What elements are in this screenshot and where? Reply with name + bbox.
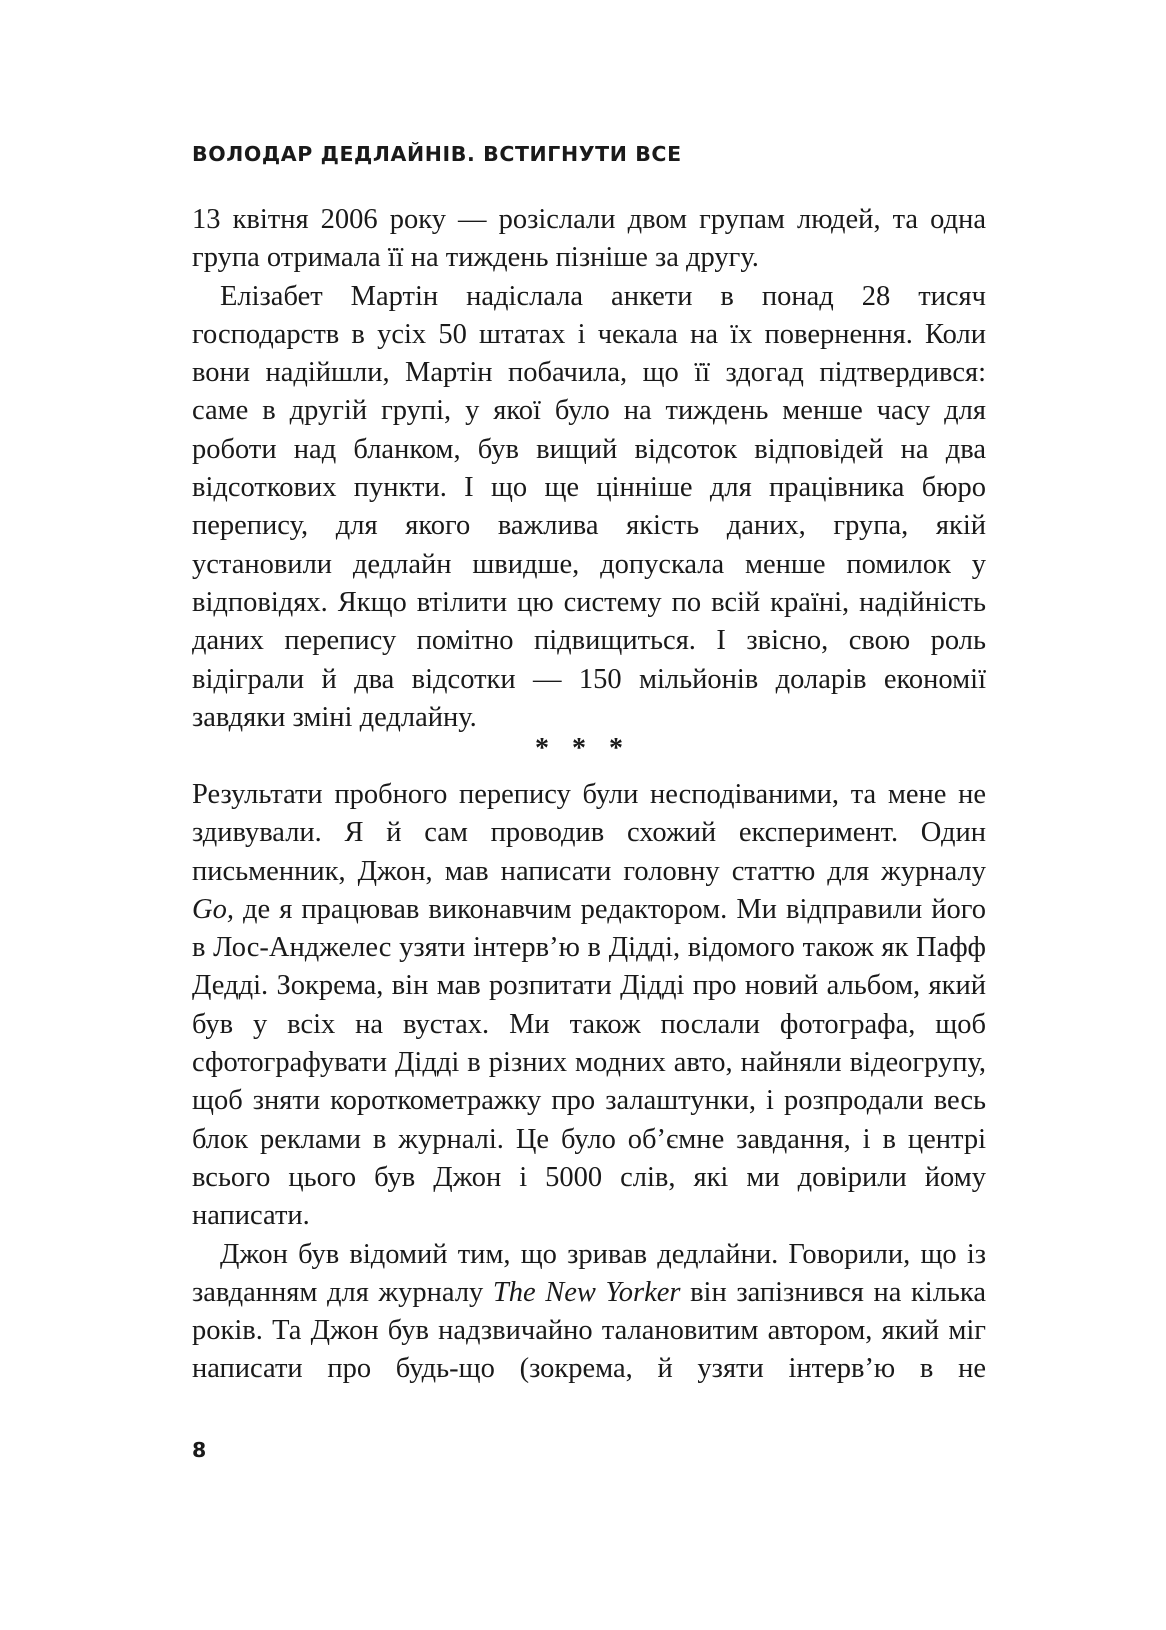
page-number: 8: [192, 1438, 207, 1462]
paragraph-martin-census: Елізабет Мартін надіслала анкети в понад 28 тисяч господарств в усіх 50 штатах і чекала на їх повернення. Коли вони надійшли, Мартін побачила, що її здогад підтвердився: саме в другій групі, у якої було на тиждень менше часу для роботи над бланком, був вищий відсоток відповідей на два відсоткових пункти. І що ще цінніше для працівника бюро перепису, для якого важлива якість даних, група, якій установили дедлайн швидше, допускала менше помилок у відповідях. Якщо втілити цю систему по всій країні, надійність даних перепису помітно підвищиться. І звісно, свою роль відіграли й два відсотки — 150 мільйонів доларів економії завдяки зміні дедлайну.: [192, 280, 986, 733]
paragraph-trial-census-results: [192, 776, 986, 1236]
paragraph-continued: 13 квітня 2006 року — розіслали двом групам людей, та одна група отримала її на тиждень пізніше за другу.: [192, 204, 986, 274]
running-head: ВОЛОДАР ДЕДЛАЙНІВ. ВСТИГНУТИ ВСЕ: [192, 142, 682, 166]
text-block-top: [192, 201, 986, 737]
text-block-bottom: [192, 776, 986, 1389]
magazine-title-new-yorker: The New Yorker: [492, 1276, 681, 1308]
paragraph-text: він запізнився на кілька років. Та Джон був надзвичайно талановитим автором, який міг написати про будь-що (зокрема, й узяти інтерв’ю в не: [192, 1276, 986, 1385]
paragraph-john-deadlines: [192, 1236, 986, 1389]
paragraph-text: Джон був відомий тим, що зривав дедлайни. Говорили, що із завданням для журналу: [192, 1238, 986, 1308]
paragraph-text: Результати пробного перепису були несподіваними, та мене не здивували. Я й сам проводив схожий експеримент. Один письменник, Джон, мав написати головну статтю для журналу: [192, 779, 986, 887]
magazine-title-go: Go,: [192, 893, 234, 925]
section-separator: * * *: [535, 733, 631, 764]
paragraph-text: де я працював виконавчим редактором. Ми відправили його в Лос-Анджелес узяти інтерв’ю в Дідді, відомого також як Пафф Дедді. Зокрема, він мав розпитати Дідді про новий альбом, який був у всіх на вустах. Ми також послали фотографа, щоб сфотографувати Дідді в різних модних авто, найняли відеогрупу, щоб зняти короткометражку про залаштунки, і розпродали весь блок реклами в журналі. Це було об’ємне завдання, і в центрі всього цього був Джон і 5000 слів, які ми довірили йому написати.: [192, 893, 986, 1232]
